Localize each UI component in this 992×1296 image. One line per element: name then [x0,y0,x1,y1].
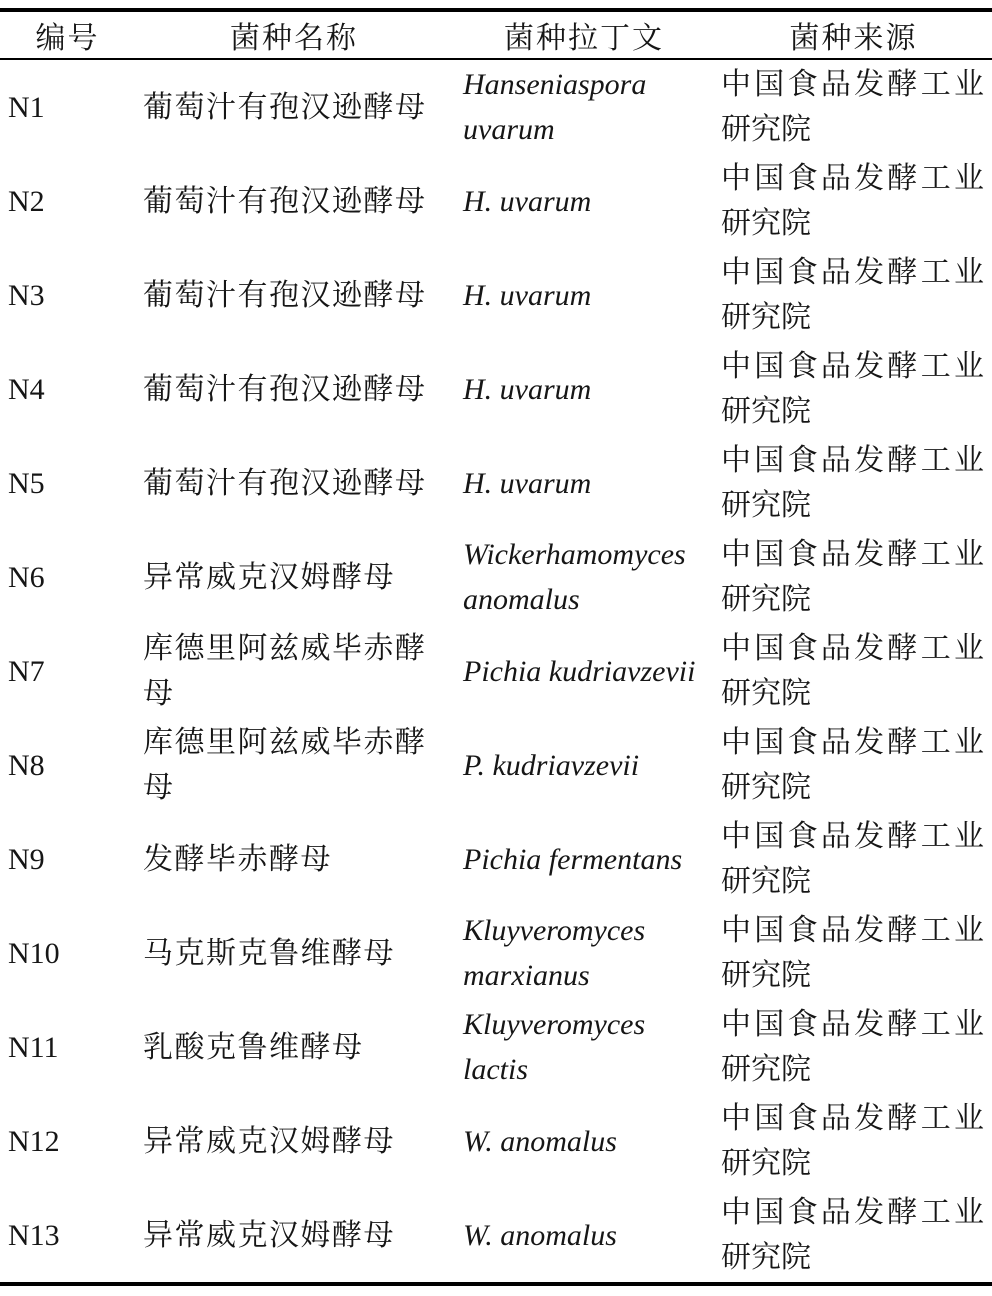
latin-name-cell [453,342,715,436]
latin-line-1: H. uvarum [463,278,592,312]
source-line-2: 研究院 [721,1147,811,1180]
source-cell [715,248,992,342]
table-row [0,59,992,154]
col-header-latin-name: 菌种拉丁文 [453,10,715,59]
strain-number-cell: N3 [8,278,45,312]
source-line-1: 中国食品发酵工业 [721,538,984,571]
strain-name-cell: 异常威克汉姆酵母 [143,1124,395,1158]
strain-name-cell: 库德里阿兹威毕赤酵母 [143,726,427,804]
strain-number-cell: N12 [8,1124,60,1158]
latin-line-1: H. uvarum [463,372,592,406]
source-cell [715,718,992,812]
strain-name-cell: 异常威克汉姆酵母 [143,560,395,594]
source-line-2: 研究院 [721,1053,811,1086]
source-line-2: 研究院 [721,583,811,616]
latin-line-2: marxianus [463,959,590,992]
latin-line-1: H. uvarum [463,184,592,218]
col-header-number: 编号 [0,10,135,59]
source-cell [715,59,992,154]
latin-name-cell [453,1000,715,1094]
source-line-2: 研究院 [721,1241,811,1274]
source-line-2: 研究院 [721,489,811,522]
latin-name-cell [453,154,715,248]
col-header-strain-name: 菌种名称 [135,10,453,59]
latin-line-1: Pichia fermentans [463,842,683,876]
latin-line-1: Kluyveromyces [463,914,646,947]
latin-line-2: uvarum [463,113,555,146]
latin-line-1: W. anomalus [463,1218,617,1252]
strain-number-cell: N5 [8,466,45,500]
source-line-1: 中国食品发酵工业 [721,162,984,195]
source-cell [715,624,992,718]
table-row [0,1188,992,1284]
strain-name-cell: 葡萄汁有孢汉逊酵母 [143,372,427,406]
source-line-2: 研究院 [721,677,811,710]
latin-name-cell [453,530,715,624]
strain-number-cell: N4 [8,372,45,406]
strain-table [0,8,992,1286]
latin-line-1: Wickerhamomyces [463,538,686,571]
source-cell [715,1000,992,1094]
source-line-2: 研究院 [721,959,811,992]
table-body [0,59,992,1284]
source-line-1: 中国食品发酵工业 [721,68,984,101]
table-row [0,342,992,436]
strain-number-cell: N13 [8,1218,60,1252]
table-row [0,1094,992,1188]
strain-name-cell: 异常威克汉姆酵母 [143,1218,395,1252]
source-line-1: 中国食品发酵工业 [721,820,984,853]
strain-number-cell: N2 [8,184,45,218]
strain-number-cell: N10 [8,936,60,970]
strain-name-cell: 发酵毕赤酵母 [143,842,332,876]
latin-name-cell [453,718,715,812]
latin-name-cell [453,436,715,530]
latin-line-1: H. uvarum [463,466,592,500]
strain-name-cell: 乳酸克鲁维酵母 [143,1030,364,1064]
strain-number-cell: N1 [8,90,45,124]
strain-name-cell: 葡萄汁有孢汉逊酵母 [143,184,427,218]
latin-name-cell [453,59,715,154]
strain-number-cell: N9 [8,842,45,876]
source-cell [715,812,992,906]
source-line-1: 中国食品发酵工业 [721,444,984,477]
source-cell [715,154,992,248]
latin-line-1: Kluyveromyces [463,1008,646,1041]
header-row [0,10,992,59]
source-cell [715,1094,992,1188]
source-cell [715,906,992,1000]
latin-line-1: Hanseniaspora [463,68,647,101]
latin-line-1: P. kudriavzevii [463,748,640,782]
latin-name-cell [453,812,715,906]
strain-name-cell: 葡萄汁有孢汉逊酵母 [143,278,427,312]
latin-name-cell [453,906,715,1000]
latin-name-cell [453,1094,715,1188]
source-line-1: 中国食品发酵工业 [721,914,984,947]
latin-line-2: anomalus [463,583,580,616]
source-line-1: 中国食品发酵工业 [721,350,984,383]
strain-number-cell: N11 [8,1030,59,1064]
source-line-1: 中国食品发酵工业 [721,726,984,759]
source-line-1: 中国食品发酵工业 [721,256,984,289]
source-line-2: 研究院 [721,113,811,146]
table-row [0,530,992,624]
strain-number-cell: N8 [8,748,45,782]
source-cell [715,436,992,530]
strain-name-cell: 库德里阿兹威毕赤酵母 [143,632,427,710]
latin-name-cell [453,1188,715,1284]
latin-name-cell [453,624,715,718]
table-row [0,624,992,718]
latin-line-2: lactis [463,1053,528,1086]
table-row [0,906,992,1000]
source-line-2: 研究院 [721,395,811,428]
table-row [0,154,992,248]
source-line-2: 研究院 [721,207,811,240]
latin-line-1: Pichia kudriavzevii [463,654,696,688]
source-cell [715,342,992,436]
latin-line-1: W. anomalus [463,1124,617,1158]
strain-name-cell: 葡萄汁有孢汉逊酵母 [143,90,427,124]
table-row [0,248,992,342]
strain-name-cell: 马克斯克鲁维酵母 [143,936,395,970]
strain-number-cell: N6 [8,560,45,594]
table-row [0,1000,992,1094]
source-line-2: 研究院 [721,865,811,898]
table-row [0,436,992,530]
source-line-1: 中国食品发酵工业 [721,1102,984,1135]
table-row [0,718,992,812]
strain-number-cell: N7 [8,654,45,688]
strain-name-cell: 葡萄汁有孢汉逊酵母 [143,466,427,500]
source-line-2: 研究院 [721,771,811,804]
source-cell [715,530,992,624]
source-line-1: 中国食品发酵工业 [721,1196,984,1229]
latin-name-cell [453,248,715,342]
table-header [0,10,992,59]
col-header-source: 菌种来源 [715,10,992,59]
source-line-1: 中国食品发酵工业 [721,1008,984,1041]
source-cell [715,1188,992,1284]
source-line-1: 中国食品发酵工业 [721,632,984,665]
table-row [0,812,992,906]
source-line-2: 研究院 [721,301,811,334]
